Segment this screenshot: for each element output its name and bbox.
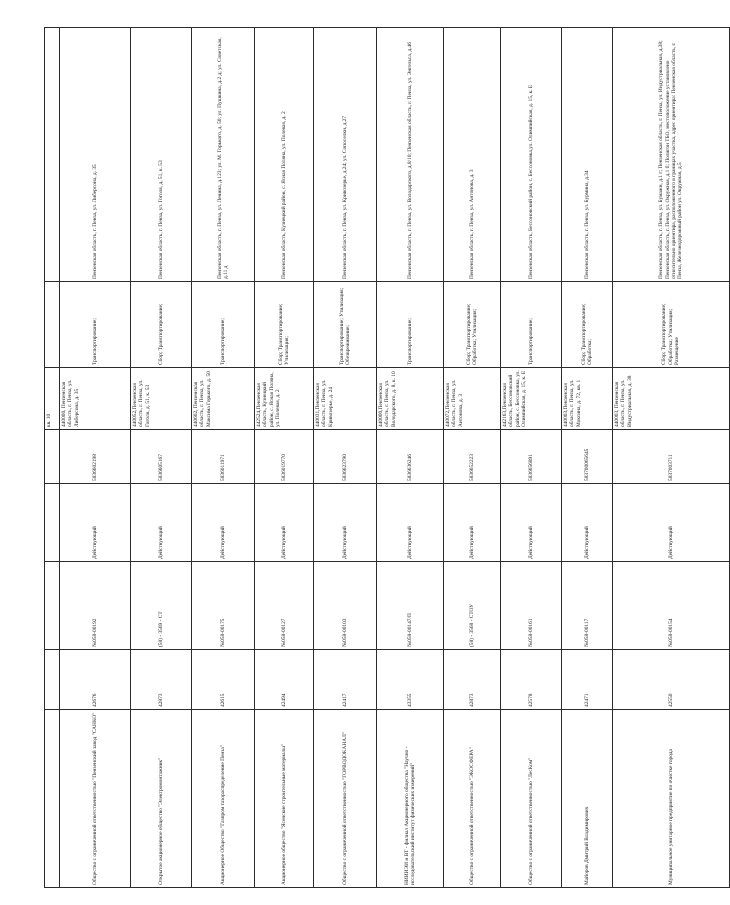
cell-inn: 42494 — [255, 650, 314, 710]
cell-org: Общество с ограниченной ответственностью "ЭКОСФЕРА" — [444, 710, 501, 888]
cell-license: №058-00117 — [562, 562, 613, 650]
cell-license: (58) - 3569 - СТ — [131, 562, 192, 650]
cell-status: Действующий — [562, 484, 613, 562]
cell-org: Муниципальное унитарное предприятие по очистке города — [613, 710, 730, 888]
cell-activity: Сбор; Транспортирование; — [131, 282, 192, 368]
table-row — [377, 28, 444, 888]
cell-place: 440003, Пензенская область, г. Пенза, ул. Индустриальная, д. 38 — [613, 368, 730, 430]
cell-status: Действующий — [131, 484, 192, 562]
cell-code: 583700065645 — [562, 430, 613, 484]
table-row — [60, 28, 131, 888]
cell-status: Действующий — [613, 484, 730, 562]
cell-activity: Транспортирование; Утилизация; Обезвреживание; — [314, 282, 377, 368]
cell-inn: 42578 — [501, 650, 562, 710]
cell-status: Действующий — [444, 484, 501, 562]
cell-license: №058-00161 — [501, 562, 562, 650]
cell-code: 5836623790 — [314, 430, 377, 484]
cell-inn: 42676 — [60, 650, 131, 710]
cell-license: №058-00127 — [255, 562, 314, 650]
cell-status: Действующий — [255, 484, 314, 562]
cell-status: Действующий — [501, 484, 562, 562]
cell-activity: Сбор; Транспортирование; Обработка; — [562, 282, 613, 368]
cell-inn: 42550 — [613, 650, 730, 710]
cell-code: 5836602198 — [60, 430, 131, 484]
cell-activity — [45, 282, 60, 368]
cell-code: 5836605167 — [131, 430, 192, 484]
cell-address: Пензенская область, г. Пенза, ул. Гоголя, д. 51, к. 53 — [131, 28, 192, 282]
cell-inn: 42873 — [444, 650, 501, 710]
cell-activity: Сбор; Транспортирование; Утилизация; — [255, 282, 314, 368]
cell-place: 440072,Пензенская область, г. Пенза, ул. Антонова, д. 3 — [444, 368, 501, 430]
cell-code: 5836636246 — [377, 430, 444, 484]
rotated-table-wrapper — [44, 28, 684, 888]
cell-address: Пензенская область, г. Пенза, ул. Ленина, д.123; ул. М. Горького, д. 50; ул. Пушкина, д.2 д; ул. Советская, д.11 д — [192, 28, 255, 282]
cell-inn: 42873 — [131, 650, 192, 710]
cell-place: кв. 10 — [45, 368, 60, 430]
cell-org: НИИИЭИ и ВТ - филиал Акционерного общества "Научно - исследовательский институт физических измерений" — [377, 710, 444, 888]
cell-address: Пензенская область, г. Пенза, ул. Либерсона, д. 35 — [60, 28, 131, 282]
cell-place: 440602, Пензенская область, г. Пенза, ул. Максима Горького, д. 50 — [192, 368, 255, 430]
table-row-continuation — [45, 28, 60, 888]
cell-activity: Сбор; Транспортирование; Обработка; Утилизация; — [444, 282, 501, 368]
cell-inn — [45, 650, 60, 710]
cell-code: 5837003711 — [613, 430, 730, 484]
cell-inn: 42615 — [192, 650, 255, 710]
cell-license: №058-00192 — [60, 562, 131, 650]
cell-license: №058-00103 — [314, 562, 377, 650]
cell-activity: Транспортирование; — [501, 282, 562, 368]
cell-code: 5836011971 — [192, 430, 255, 484]
cell-place: 440000,Пензенская область, г. Пенза, ул. Володарского, д. 8, к. 10 — [377, 368, 444, 430]
cell-code: 5836652223 — [444, 430, 501, 484]
cell-address: Пензенская область, г. Пенза, ул. Володарского, д.8/10; Пензенская область, г. Пенза, ул. Энгельса, д.46 — [377, 28, 444, 282]
table-row — [131, 28, 192, 888]
cell-status: Действующий — [377, 484, 444, 562]
cell-place: 440052,Пензенская область, г. Пенза, ул. Гоголя, д. 51, к. 53 — [131, 368, 192, 430]
table-row — [192, 28, 255, 888]
cell-address: Пензенская область, Бессоновский район, с. Бессоновка,ул. Олимпийская, д. 15, к. Е — [501, 28, 562, 282]
cell-activity: Транспортирование; — [60, 282, 131, 368]
table-row — [562, 28, 613, 888]
cell-code — [45, 430, 60, 484]
cell-license: №058-00147/П — [377, 562, 444, 650]
cell-inn: 42471 — [562, 650, 613, 710]
cell-place: 440003,Пензенская область, г. Пенза, ул. Моксина, д. 72, кв. 1 — [562, 368, 613, 430]
cell-activity: Сбор; Транспортирование; Обработка; Утилизация; Размещение — [613, 282, 730, 368]
cell-status: Действующий — [314, 484, 377, 562]
cell-address: Пензенская область, г. Пенза, ул. Бумажн, д.1 г; Пензенская область, г. Пенза, ул. Индустриальная, д.38; Пензенская область, г. Пенза, ул. Окружная, д.1 б; Полигон ТБО, местоположение установлено относительно ориентира, расположенного в границах участка, адрес ориентира: Пензенская область, г. Пенза, Железнодорожный район ул. Окружная, д.5 — [613, 28, 730, 282]
table-row — [255, 28, 314, 888]
cell-place: 442163,Пензенская область, Бессоновский район, с. Бессоновка, ул. Олимпийская, д. 15, к. Е — [501, 368, 562, 430]
cell-address — [45, 28, 60, 282]
table-row — [501, 28, 562, 888]
cell-org: Акционерное общество "Ясенские строительные материалы" — [255, 710, 314, 888]
cell-status — [45, 484, 60, 562]
table-row — [314, 28, 377, 888]
table-body — [45, 28, 730, 888]
cell-inn: 42417 — [314, 650, 377, 710]
cell-address: Пензенская область, г. Пенза, ул. Бурмина, д.34 — [562, 28, 613, 282]
cell-place: 442524,Пензенская область, Кузнецкий район, с. Ясная Поляна, ул. Полевая, д. 2 — [255, 368, 314, 430]
cell-org — [45, 710, 60, 888]
cell-activity: Транспортирование; — [377, 282, 444, 368]
cell-org: Открытое акционерное общество "Электромонтажник" — [131, 710, 192, 888]
cell-place: 440000, Пензенская область, г. Пенза, ул. Либерсона, д. 35 — [60, 368, 131, 430]
cell-license: (58) - 3568 - СТОУ — [444, 562, 501, 650]
table-row — [444, 28, 501, 888]
table-row — [613, 28, 730, 888]
cell-place: 440031,Пензенская область, г. Пенза, ул. Кривозерье, д. 24 — [314, 368, 377, 430]
cell-license — [45, 562, 60, 650]
cell-inn: 43355 — [377, 650, 444, 710]
cell-license: №058-00175 — [192, 562, 255, 650]
cell-address: Пензенская область, г. Пенза, ул. Кривозерье, д.24; ул. Сопоселки, д.27 — [314, 28, 377, 282]
cell-status: Действующий — [60, 484, 131, 562]
cell-code: 5836019770 — [255, 430, 314, 484]
cell-org: Акционерное Общество "Газпром газораспределение Пенза" — [192, 710, 255, 888]
cell-org: Общество с ограниченной ответственностью "ЛесКом" — [501, 710, 562, 888]
cell-address: Пензенская область, г. Пенза, ул. Антонова, д. 3 — [444, 28, 501, 282]
cell-code: 5836656891 — [501, 430, 562, 484]
cell-address: Пензенская область, Кузнецкий район, с. Ясная Поляна, ул. Полевая, д. 2 — [255, 28, 314, 282]
cell-license: №058-00154 — [613, 562, 730, 650]
cell-status: Действующий — [192, 484, 255, 562]
cell-org: Майоров Дмитрий Владимирович — [562, 710, 613, 888]
cell-org: Общество с ограниченной ответственностью "Пензенский завод "САНКО" — [60, 710, 131, 888]
cell-activity: Транспортирование; — [192, 282, 255, 368]
cell-org: Общество с ограниченной ответственностью "ГОРВОДОКАНАЛ" — [314, 710, 377, 888]
license-registry-table — [44, 27, 730, 888]
